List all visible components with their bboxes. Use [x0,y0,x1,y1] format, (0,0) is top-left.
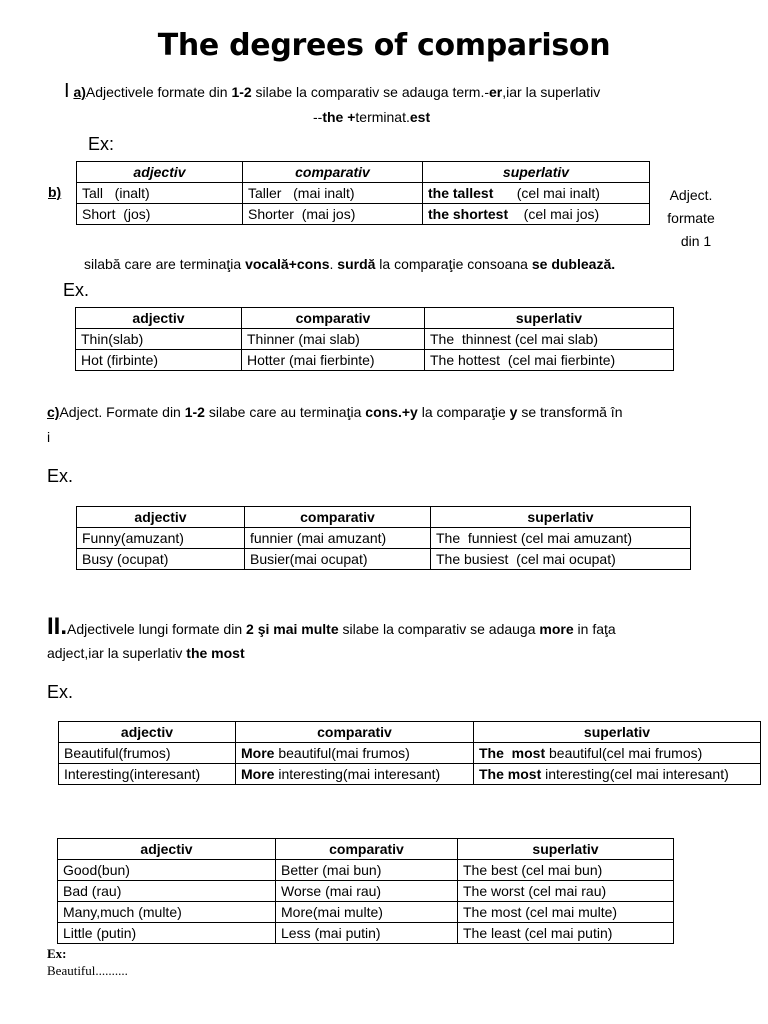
cell-superlativ [474,764,761,785]
header-comparativ: comparativ [276,839,458,860]
text-bold: vocală+cons [245,256,330,272]
footer-example-label: Ex: [47,946,67,961]
side-note [660,184,722,253]
text: Adjectivele lungi formate din [67,621,247,637]
text-bold: se dublează. [531,256,616,272]
header-adjectiv: adjectiv [77,507,245,528]
cell-adjectiv: Thin(slab) [76,329,242,350]
table-header-row [58,839,674,860]
cell-comparativ [243,204,423,225]
section-2-heading [47,613,616,641]
table-header-row [76,308,674,329]
text: beautiful(mai frumos) [274,745,410,761]
cell-adjectiv: Busy (ocupat) [77,549,245,570]
text: Adject. Formate din [59,404,185,420]
text: se transformă în [517,404,623,420]
text-bold: er [489,84,503,100]
text-bold: The most [479,745,546,761]
text: din 1 [680,233,712,249]
cell-comparativ: Less (mai putin) [276,923,458,944]
text-bold: est [409,109,431,125]
header-comparativ: comparativ [236,722,474,743]
table-header-row [59,722,761,743]
cell-comparativ: Worse (mai rau) [276,881,458,902]
text: silabe la comparativ se adauga [338,621,540,637]
header-adjectiv: adjectiv [77,162,243,183]
table-1 [76,161,650,225]
side-note-line: formate [667,210,715,226]
header-comparativ: comparativ [242,308,425,329]
cell-superlativ [423,204,650,225]
blank-dots: .......... [95,963,128,978]
table-row [58,902,674,923]
table-4 [58,721,761,785]
cell-superlativ: The worst (cel mai rau) [458,881,674,902]
text: la comparaţie [417,404,510,420]
cell-superlativ [474,743,761,764]
text-bold: the tallest [428,185,494,201]
example-label: Ex: [88,134,115,154]
cell-superlativ: The best (cel mai bun) [458,860,674,881]
text-bold: 1-2 [231,84,252,100]
table-header-row [77,507,691,528]
header-adjectiv: adjectiv [76,308,242,329]
text: adject,iar la superlativ [47,645,187,661]
cell-superlativ: The hottest (cel mai fierbinte) [425,350,674,371]
cell-comparativ: More(mai multe) [276,902,458,923]
text-bold: the most [186,645,245,661]
text-bold: 1-2 [184,404,205,420]
text: Taller [248,185,282,201]
text: Adjectivele formate din [85,84,232,100]
cell-adjectiv: Little (putin) [58,923,276,944]
table-row [58,923,674,944]
header-adjectiv: adjectiv [58,839,276,860]
cell-comparativ: Hotter (mai fierbinte) [242,350,425,371]
table-header-row [77,162,650,183]
item-letter-b: b) [48,184,62,200]
text: silabe care au terminaţia [204,404,366,420]
section-number: II. [47,613,68,640]
header-superlativ: superlativ [431,507,691,528]
cell-adjectiv: Many,much (multe) [58,902,276,923]
text: silabă care are terminaţia [84,256,246,272]
text-bold: more [539,621,574,637]
cell-adjectiv: Good(bun) [58,860,276,881]
text: in faţa [573,621,616,637]
exercise-word: Beautiful [47,963,96,978]
text: la comparaţie consoana [375,256,532,272]
cell-superlativ: The least (cel mai putin) [458,923,674,944]
text: . [329,256,338,272]
item-letter-c: c) [47,404,60,420]
header-comparativ: comparativ [243,162,423,183]
text: Shorter [248,206,294,222]
section-1-line-2 [313,109,430,125]
text: -- [313,109,323,125]
text: (mai inalt) [281,185,355,201]
cell-comparativ: Busier(mai ocupat) [245,549,431,570]
text-bold: More [241,766,275,782]
cell-comparativ: Thinner (mai slab) [242,329,425,350]
header-adjectiv: adjectiv [59,722,236,743]
example-label: Ex. [63,280,90,300]
text-bold: the shortest [428,206,509,222]
text: (cel mai jos) [508,206,600,222]
cell-comparativ: funnier (mai amuzant) [245,528,431,549]
section-1-heading [64,80,600,103]
cell-superlativ: The thinnest (cel mai slab) [425,329,674,350]
header-superlativ: superlativ [474,722,761,743]
header-superlativ: superlativ [458,839,674,860]
header-comparativ: comparativ [245,507,431,528]
text-bold: surdă [337,256,376,272]
example-label: Ex. [47,466,74,486]
text-bold: y [509,404,518,420]
table-row [59,743,761,764]
table-row [59,764,761,785]
page-title: The degrees of comparison [157,28,611,63]
cell-comparativ [236,764,474,785]
text-bold: cons.+y [365,404,418,420]
table-3 [76,506,691,570]
table-row [77,183,650,204]
cell-superlativ: The most (cel mai multe) [458,902,674,923]
table-row [77,204,650,225]
table-2 [75,307,674,371]
text: (cel mai inalt) [493,185,600,201]
example-label: Ex. [47,682,74,702]
cell-adjectiv: Hot (firbinte) [76,350,242,371]
cell-comparativ: Better (mai bun) [276,860,458,881]
text-bold: The most [479,766,542,782]
cell-comparativ [236,743,474,764]
c-rule-text [47,404,622,420]
table-row [77,549,691,570]
cell-superlativ: The funniest (cel mai amuzant) [431,528,691,549]
side-note-line [660,230,722,253]
c-rule-text-line-2: i [47,429,51,445]
table-5 [57,838,674,944]
text: beautiful(cel mai frumos) [545,745,703,761]
text: terminat. [355,109,410,125]
table-row [58,860,674,881]
cell-superlativ: The busiest (cel mai ocupat) [431,549,691,570]
table-row [76,350,674,371]
table-row [58,881,674,902]
cell-comparativ [243,183,423,204]
cell-adjectiv: Short (jos) [77,204,243,225]
item-letter-a: a) [73,84,86,100]
cell-adjectiv: Interesting(interesant) [59,764,236,785]
table-row [76,329,674,350]
cell-superlativ [423,183,650,204]
cell-adjectiv: Bad (rau) [58,881,276,902]
cell-adjectiv: Funny(amuzant) [77,528,245,549]
cell-adjectiv: Beautiful(frumos) [59,743,236,764]
section-2-line-2 [47,645,245,661]
text: ,iar la superlativ [502,84,601,100]
cell-adjectiv: Tall (inalt) [77,183,243,204]
text: silabe la comparativ se adauga term.- [251,84,490,100]
table-row [77,528,691,549]
section-number: I [64,80,70,102]
text-bold: More [241,745,275,761]
side-note-line: Adject. [669,187,713,203]
footer-exercise [47,963,128,979]
b-rule-text [84,256,615,272]
text-bold: the + [322,109,356,125]
text-bold: 2 şi mai multe [246,621,339,637]
header-superlativ: superlativ [423,162,650,183]
header-superlativ: superlativ [425,308,674,329]
text: interesting(mai interesant) [274,766,441,782]
text: (mai jos) [293,206,356,222]
text: interesting(cel mai interesant) [541,766,729,782]
